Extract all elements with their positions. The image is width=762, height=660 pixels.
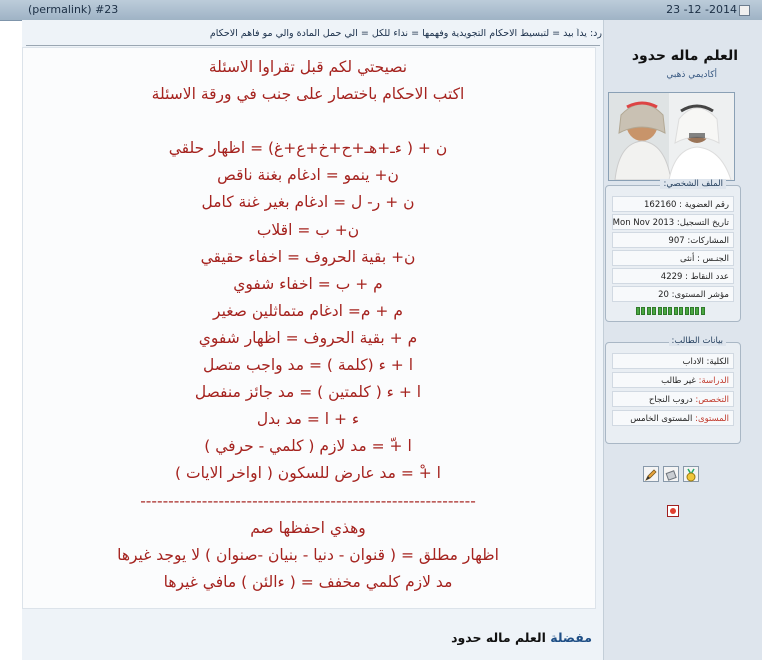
join-date: تاريخ التسجيل: Mon Nov 2013	[612, 214, 734, 230]
post-content	[22, 20, 604, 660]
permalink-link[interactable]: (permalink) #23	[28, 3, 119, 16]
message-line: ا + ء (كلمة ) = مد واجب متصل	[202, 356, 414, 375]
student-value: المستوى الخامس	[630, 414, 693, 424]
student-value: دروب النجاح	[648, 395, 693, 405]
message-line: نصيحتي لكم قبل تقراوا الاسئلة	[208, 58, 408, 76]
signature-prefix: مفضلة	[550, 630, 592, 645]
message-line: ن + ( ءـ+هـ+ح+خ+ع+غ) = اظهار حلقي	[168, 139, 448, 158]
message-line: اكتب الاحكام باختصار على جنب في ورقة الاسئلة	[151, 85, 465, 104]
level-progress-bar	[636, 307, 706, 316]
student-row-major	[612, 391, 734, 407]
message-line: ن+ بقية الحروف = اخفاء حقيقي	[200, 247, 416, 266]
avatar[interactable]	[608, 92, 735, 181]
post-header-bar	[0, 0, 762, 21]
student-label: التخصص:	[695, 395, 729, 405]
message-line	[22, 108, 594, 135]
student-legend: بيانات الطالب:	[669, 336, 727, 346]
signature	[22, 630, 592, 645]
message-line: ا +ْ = مد عارض للسكون ( اواخر الايات )	[175, 464, 441, 483]
level-segment	[679, 307, 683, 315]
post-count: المشاركات: 907	[612, 232, 734, 248]
student-value: غير طالب	[661, 376, 696, 386]
student-row-college	[612, 353, 734, 369]
student-row-study	[612, 372, 734, 388]
medal-gold-icon[interactable]	[683, 466, 699, 482]
medal-grey-icon[interactable]	[663, 466, 679, 482]
level-segment	[663, 307, 667, 315]
message-line: ا +ّ = مد لازم ( كلمي - حرفي )	[204, 437, 412, 456]
report-post-icon[interactable]	[667, 505, 679, 517]
level-segment	[668, 307, 672, 315]
post-date: 23 -12 -2014	[666, 3, 737, 16]
student-label: المستوى:	[695, 414, 729, 424]
message-line: ن+ ب = اقلاب	[256, 220, 360, 239]
level-segment	[690, 307, 694, 315]
message-line: مد لازم كلمي مخفف = ( ءالئن ) مافي غيرها	[163, 572, 453, 591]
user-title: أكاديمي ذهبي	[666, 70, 717, 80]
student-label: الكلية:	[706, 357, 729, 367]
title-divider	[26, 45, 600, 46]
message-line: م + بقية الحروف = اظهار شفوي	[198, 328, 418, 347]
student-row-level	[612, 410, 734, 426]
profile-fieldset	[605, 179, 741, 322]
profile-legend: الملف الشخصي:	[660, 179, 726, 189]
message-line: ------------------------------------------------------------	[140, 491, 476, 510]
level-segment	[685, 307, 689, 315]
username-link[interactable]: العلم ماله حدود	[631, 48, 738, 64]
message-line: ن + ر- ل = ادغام بغير غنة كامل	[201, 193, 415, 212]
user-info-panel	[603, 20, 762, 660]
avatar-image	[609, 93, 734, 180]
level-segment	[652, 307, 656, 315]
student-fieldset	[605, 336, 741, 444]
level-segment	[701, 307, 705, 315]
level-segment	[641, 307, 645, 315]
level-segment	[658, 307, 662, 315]
student-value: الاداب	[682, 357, 704, 367]
gender: الجنـس : أنثى	[612, 250, 734, 266]
level-segment	[674, 307, 678, 315]
message-line: وهذي احفظها صم	[250, 518, 366, 537]
message-body	[22, 54, 594, 596]
level-segment	[695, 307, 699, 315]
member-id: رقم العضوية : 162160	[612, 196, 734, 212]
pencil-award-icon[interactable]	[643, 466, 659, 482]
message-line: م + ب = اخفاء شفوي	[233, 274, 383, 293]
level-indicator: مؤشر المستوى: 20	[612, 286, 734, 302]
points: عدد النقاط : 4229	[612, 268, 734, 284]
level-segment	[636, 307, 640, 315]
message-line: اظهار مطلق = ( قنوان - دنيا - بنيان -صنوان ) لا يوجد غيرها	[117, 545, 499, 564]
message-line: ن+ ينمو = ادغام بغنة ناقص	[217, 166, 399, 185]
message-line: م + م= ادغام متماثلين صغير	[213, 301, 403, 320]
signature-name: العلم ماله حدود	[451, 630, 546, 645]
level-segment	[647, 307, 651, 315]
post-status-icon	[739, 5, 750, 16]
message-line: ء + ا = مد بدل	[256, 410, 360, 429]
message-line: ا + ء ( كلمتين ) = مد جائز منفصل	[194, 383, 422, 402]
post-title: رد: يداً بيد = لتبسيط الاحكام التجويدية وفهمها = نداء للكل = الي حمل المادة والي مو فاهم الاحكام	[209, 28, 602, 39]
student-label: الدراسة:	[698, 376, 729, 386]
